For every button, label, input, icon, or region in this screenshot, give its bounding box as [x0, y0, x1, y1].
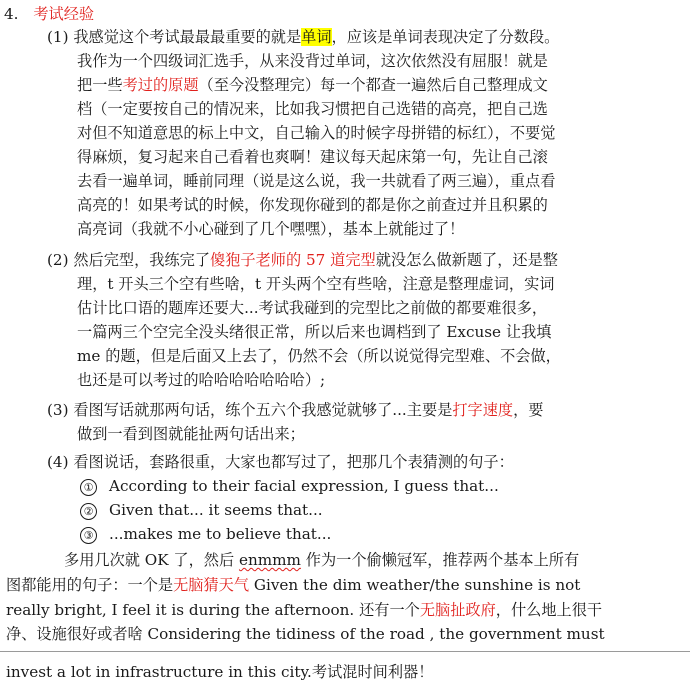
red-text: 考过的原题: [122, 76, 199, 94]
text-run: really bright, I feel it is during the afternoon. 还有一个: [6, 601, 420, 619]
paragraph-line: 估计比口语的题库还要大...考试我碰到的完型比之前做的都要难很多，: [77, 299, 548, 317]
text-run: ，应该是单词表现决定了分数段。: [331, 28, 560, 46]
text-run: 就没怎么做新题了，还是整: [375, 251, 558, 269]
list-item-text: According to their facial expression, I guess that...: [109, 477, 499, 495]
paragraph-line: [77, 73, 548, 97]
paragraph-line: 去看一遍单词，睡前同理（说是这么说，我一共就看了两三遍），重点看: [77, 172, 556, 190]
text-run: 把一些: [77, 76, 123, 94]
list-number: ①: [80, 479, 97, 496]
paragraph-line: 理，t 开头三个空有些啥，t 开头两个空有些啥，注意是整理虚词，实词: [77, 275, 555, 293]
list-number: ③: [80, 527, 97, 544]
list-item-text: Given that... it seems that...: [109, 501, 323, 519]
text-run: ，要: [513, 401, 544, 419]
text-run: 作为一个偷懒冠军，推荐两个基本上所有: [300, 551, 580, 569]
text-run: （至今没整理完）每一个都查一遍然后自己整理成文: [198, 76, 548, 94]
paragraph-line: 高亮的！如果考试的时候，你发现你碰到的都是你之前查过并且积累的: [77, 196, 548, 214]
paragraph-line: 也还是可以考过的哈哈哈哈哈哈哈）;: [77, 371, 326, 389]
text-run: (3) 看图写话就那两句话，练个五六个我感觉就够了...主要是: [47, 401, 453, 419]
text-run: (2) 然后完型，我练完了: [47, 251, 211, 269]
section-number: 4.: [4, 5, 19, 23]
list-item: [80, 498, 323, 522]
text-run: ，什么地上很干: [495, 601, 603, 619]
paragraph-line: invest a lot in infrastructure in this city.考试混时间利器！: [6, 663, 434, 681]
red-text: 无脑扯政府: [419, 601, 496, 619]
paragraph-line: me 的题，但是后面又上去了，仍然不会（所以说觉得完型难、不会做，: [77, 347, 561, 365]
paragraph-line: 做到一看到图就能扯两句话出来；: [77, 425, 305, 443]
paragraph-line: [47, 398, 543, 422]
highlighted-word: 单词: [301, 28, 332, 46]
list-number: ②: [80, 503, 97, 520]
red-text: 无脑猜天气: [173, 576, 249, 594]
text-run: 多用几次就 OK 了，然后: [64, 551, 239, 569]
paragraph-line: 净、设施很好或者啥 Considering the tidiness of the road , the government must: [6, 625, 605, 643]
paragraph-line: 一篇两三个空完全没头绪很正常，所以后来也调档到了 Excuse 让我填: [77, 323, 552, 341]
section-title: 考试经验: [33, 5, 95, 23]
paragraph-line: [47, 25, 559, 49]
page-break-line: [0, 651, 690, 652]
spellcheck-word: enmmm: [238, 551, 301, 569]
list-item-text: ...makes me to believe that...: [109, 525, 332, 543]
paragraph-line: [6, 598, 602, 622]
list-item: [80, 522, 331, 546]
section-heading: [4, 2, 94, 26]
paragraph-line: 得麻烦，复习起来自己看着也爽啊！建议每天起床第一句，先让自己滚: [77, 148, 548, 166]
red-text: 打字速度: [452, 401, 514, 419]
paragraph-line: 档（一定要按自己的情况来，比如我习惯把自己选错的高亮，把自己选: [77, 100, 548, 118]
paragraph-line: [47, 248, 558, 272]
paragraph-line: [6, 573, 580, 597]
paragraph-line: (4) 看图说话，套路很重，大家也都写过了，把那几个表猜测的句子：: [47, 453, 514, 471]
text-run: 图都能用的句子：一个是: [6, 576, 174, 594]
list-item: [80, 474, 499, 498]
paragraph-line: 高亮词（我就不小心碰到了几个嘿嘿），基本上就能过了！: [77, 220, 465, 238]
red-text: 傻狍子老师的 57 道完型: [210, 251, 376, 269]
paragraph-line: [64, 548, 579, 572]
paragraph-line: 对但不知道意思的标上中文，自己输入的时候字母拼错的标红），不要觉: [77, 124, 556, 142]
text-run: Given the dim weather/the sunshine is not: [249, 576, 581, 594]
text-run: (1) 我感觉这个考试最最最重要的就是: [47, 28, 302, 46]
paragraph-line: 我作为一个四级词汇选手，从来没背过单词，这次依然没有屈服！就是: [77, 52, 548, 70]
